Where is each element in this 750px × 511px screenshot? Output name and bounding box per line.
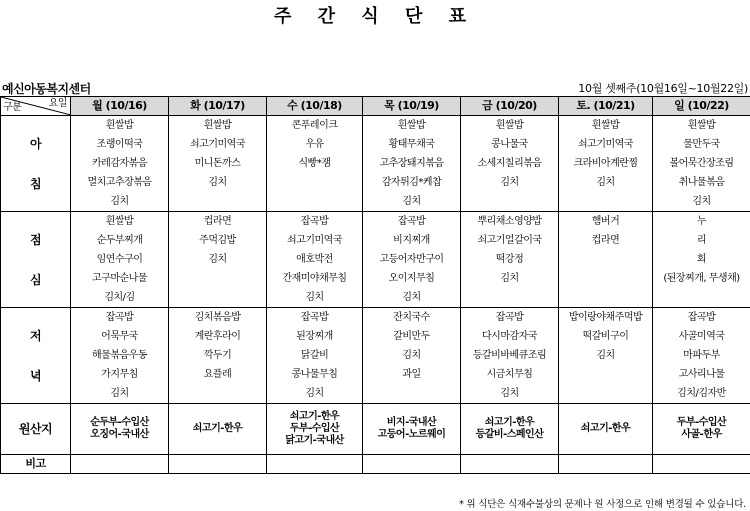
origin-line: 사골-한우: [681, 429, 722, 440]
menu-item: 흰쌀밥: [71, 212, 169, 232]
menu-item: 오이지무침: [363, 269, 461, 288]
origin-line: 닭고기-국내산: [285, 435, 344, 446]
origin-cell-0: [71, 404, 169, 455]
menu-item: 떡강정: [461, 250, 559, 269]
menu-item: 순두부찌개: [71, 231, 169, 250]
menu-item: [559, 365, 653, 384]
menu-item: 김치: [363, 288, 461, 308]
menu-item: 우유: [267, 135, 363, 154]
menu-row: [1, 250, 750, 269]
menu-item: 흰쌀밥: [363, 116, 461, 136]
menu-item: [559, 269, 653, 288]
menu-row: [1, 135, 750, 154]
origin-cell-5: [559, 404, 653, 455]
menu-item: 깍두기: [169, 346, 267, 365]
menu-table: [0, 96, 750, 474]
menu-item: 햄버거: [559, 212, 653, 232]
origin-cell-6: [653, 404, 750, 455]
menu-item: 시금치무침: [461, 365, 559, 384]
menu-item: [169, 384, 267, 404]
origin-line: 쇠고기-한우: [484, 417, 535, 428]
menu-item: 조랭이떡국: [71, 135, 169, 154]
menu-item: 김치: [169, 250, 267, 269]
menu-item: 잡곡밥: [461, 308, 559, 328]
menu-item: 고등어자반구이: [363, 250, 461, 269]
menu-item: 잔치국수: [363, 308, 461, 328]
origin-line: 등갈비-스페인산: [475, 429, 544, 440]
menu-item: 소세지칠리볶음: [461, 154, 559, 173]
menu-item: 컵라면: [559, 231, 653, 250]
menu-item: 된장찌개: [267, 327, 363, 346]
origin-cell-4: [461, 404, 559, 455]
menu-body: [1, 116, 750, 404]
menu-item: 김치: [267, 384, 363, 404]
menu-item: 물만두국: [653, 135, 750, 154]
menu-item: 카레감자볶음: [71, 154, 169, 173]
meal-label-char: 침: [29, 176, 42, 191]
note-cell: [653, 455, 750, 474]
menu-item: 회: [653, 250, 750, 269]
menu-item: 김치: [461, 269, 559, 288]
menu-item: 가지무침: [71, 365, 169, 384]
origin-line: 비지-국내산: [386, 417, 437, 428]
menu-item: [267, 173, 363, 192]
menu-item: 김치: [559, 346, 653, 365]
menu-item: 김치: [71, 192, 169, 212]
menu-item: 김치볶음밥: [169, 308, 267, 328]
menu-item: 감자튀김*케찹: [363, 173, 461, 192]
menu-item: 과일: [363, 365, 461, 384]
menu-item: 잡곡밥: [363, 212, 461, 232]
menu-item: 식빵*잼: [267, 154, 363, 173]
organization-name: 예신아동복지센터: [2, 82, 91, 96]
menu-row: [1, 384, 750, 404]
menu-item: [559, 288, 653, 308]
meal-label: [1, 308, 71, 404]
menu-row: [1, 116, 750, 136]
menu-item: 리: [653, 231, 750, 250]
menu-item: 멸치고추장볶음: [71, 173, 169, 192]
menu-item: 간재미야채무침: [267, 269, 363, 288]
note-cell: [267, 455, 363, 474]
menu-item: 쇠고기미역국: [267, 231, 363, 250]
menu-item: [267, 192, 363, 212]
menu-row: [1, 231, 750, 250]
menu-item: 누: [653, 212, 750, 232]
meal-label-char: 저: [29, 328, 42, 343]
menu-item: 어묵무국: [71, 327, 169, 346]
menu-item: 흰쌀밥: [653, 116, 750, 136]
menu-item: 잡곡밥: [71, 308, 169, 328]
menu-item: [559, 192, 653, 212]
day-header: 토. (10/21): [559, 97, 653, 116]
menu-item: 흰쌀밥: [461, 116, 559, 136]
menu-row: [1, 173, 750, 192]
menu-item: 사골미역국: [653, 327, 750, 346]
origin-cell-1: [169, 404, 267, 455]
menu-row: [1, 365, 750, 384]
meal-label: [1, 212, 71, 308]
menu-item: 김치: [559, 173, 653, 192]
origin-line: 쇠고기-한우: [289, 411, 340, 422]
footer-note: * 위 식단은 식재수불상의 문제나 원 사정으로 인해 변경될 수 있습니다.: [459, 499, 746, 510]
meal-label-char: 아: [29, 136, 42, 151]
week-range: 10월 셋째주(10월16일~10월22일): [578, 82, 748, 95]
origin-line: 오징어-국내산: [90, 429, 149, 440]
menu-item: (된장찌개, 무생채): [653, 269, 750, 288]
menu-item: 흰쌀밥: [169, 116, 267, 136]
menu-row: [1, 192, 750, 212]
menu-item: [169, 192, 267, 212]
menu-item: 흰쌀밥: [71, 116, 169, 136]
menu-item: 쇠고기미역국: [559, 135, 653, 154]
menu-item: 주먹김밥: [169, 231, 267, 250]
corner-label-right: 요일: [48, 98, 67, 109]
menu-item: 닭갈비: [267, 346, 363, 365]
menu-item: 컵라면: [169, 212, 267, 232]
menu-item: 콩나물국: [461, 135, 559, 154]
menu-item: [559, 384, 653, 404]
menu-item: 김치: [363, 192, 461, 212]
menu-item: 김치: [169, 173, 267, 192]
menu-item: 크라비아계란찜: [559, 154, 653, 173]
menu-item: 고사리나물: [653, 365, 750, 384]
menu-item: [169, 269, 267, 288]
menu-item: 등갈비바베큐조림: [461, 346, 559, 365]
menu-item: [169, 288, 267, 308]
menu-item: 떡갈비구이: [559, 327, 653, 346]
header-row: [1, 97, 750, 116]
menu-item: 애호박전: [267, 250, 363, 269]
origin-line: 고등어-노르웨이: [377, 429, 446, 440]
menu-item: 잡곡밥: [267, 308, 363, 328]
note-cell: [71, 455, 169, 474]
menu-item: 김치: [461, 173, 559, 192]
note-cell: [169, 455, 267, 474]
menu-item: 김치/김: [71, 288, 169, 308]
note-label: 비고: [1, 455, 71, 474]
day-header: 화 (10/17): [169, 97, 267, 116]
meal-label-char: 녁: [29, 368, 42, 383]
menu-item: 뿌리채소영양밥: [461, 212, 559, 232]
menu-item: 다시마감자국: [461, 327, 559, 346]
menu-item: 요플레: [169, 365, 267, 384]
menu-item: 콘푸레이크: [267, 116, 363, 136]
menu-item: [559, 250, 653, 269]
menu-item: 취나물볶음: [653, 173, 750, 192]
day-header: 금 (10/20): [461, 97, 559, 116]
origin-label: 원산지: [1, 404, 71, 455]
menu-item: [461, 192, 559, 212]
menu-item: 김치: [363, 346, 461, 365]
menu-item: [653, 288, 750, 308]
note-cell: [363, 455, 461, 474]
origin-cell-3: [363, 404, 461, 455]
menu-item: 김치: [653, 192, 750, 212]
menu-item: 김치/김자반: [653, 384, 750, 404]
menu-item: 밥이랑야채주먹밥: [559, 308, 653, 328]
note-cell: [559, 455, 653, 474]
menu-row: [1, 327, 750, 346]
meal-label-char: 심: [29, 272, 42, 287]
menu-item: 잡곡밥: [267, 212, 363, 232]
menu-row: [1, 346, 750, 365]
menu-item: 임연수구이: [71, 250, 169, 269]
menu-item: 마파두부: [653, 346, 750, 365]
menu-item: 김치: [71, 384, 169, 404]
origin-line: 두부-수입산: [676, 417, 727, 428]
origin-line: 쇠고기-한우: [192, 423, 243, 434]
menu-item: 비지찌개: [363, 231, 461, 250]
menu-item: 흰쌀밥: [559, 116, 653, 136]
page-title: 주 간 식 단 표: [273, 6, 476, 27]
menu-item: 고추장돼지볶음: [363, 154, 461, 173]
note-cell: [461, 455, 559, 474]
menu-row: [1, 269, 750, 288]
day-header: 수 (10/18): [267, 97, 363, 116]
day-header: 월 (10/16): [71, 97, 169, 116]
menu-row: [1, 154, 750, 173]
menu-item: 해물볶음우동: [71, 346, 169, 365]
note-row: [1, 455, 750, 474]
menu-item: 잡곡밥: [653, 308, 750, 328]
corner-label-left: 구분: [3, 102, 22, 113]
menu-item: [461, 288, 559, 308]
day-header: 일 (10/22): [653, 97, 750, 116]
menu-item: [363, 384, 461, 404]
menu-item: 김치: [461, 384, 559, 404]
menu-row: [1, 212, 750, 232]
menu-item: 쇠고기미역국: [169, 135, 267, 154]
menu-item: 김치: [267, 288, 363, 308]
menu-item: 미니돈까스: [169, 154, 267, 173]
origin-cell-2: [267, 404, 363, 455]
meal-label: [1, 116, 71, 212]
menu-item: 볼어묵간장조림: [653, 154, 750, 173]
corner-cell: [1, 97, 71, 116]
origin-row: [1, 404, 750, 455]
menu-item: 고구마순나물: [71, 269, 169, 288]
menu-item: 황태무채국: [363, 135, 461, 154]
menu-item: 콩나물무침: [267, 365, 363, 384]
menu-row: [1, 308, 750, 328]
menu-item: 쇠고기얼갈이국: [461, 231, 559, 250]
day-header: 목 (10/19): [363, 97, 461, 116]
origin-line: 순두부-수입산: [90, 417, 149, 428]
menu-item: 갈비만두: [363, 327, 461, 346]
menu-row: [1, 288, 750, 308]
meal-label-char: 점: [29, 232, 42, 247]
menu-item: 계란후라이: [169, 327, 267, 346]
origin-line: 두부-수입산: [289, 423, 340, 434]
origin-line: 쇠고기-한우: [580, 423, 631, 434]
